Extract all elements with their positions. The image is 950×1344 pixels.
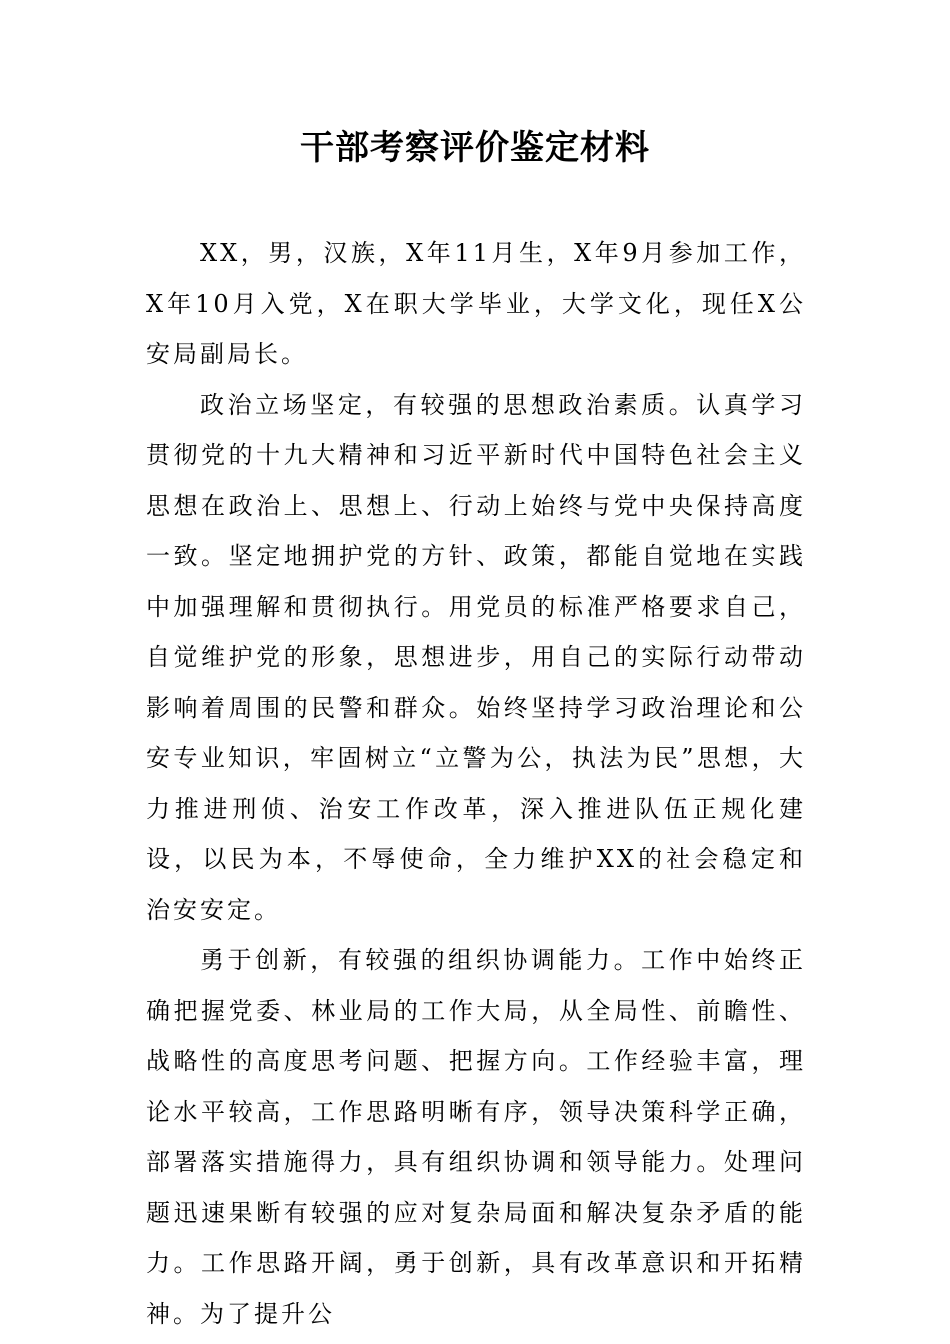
document-body	[146, 228, 806, 1339]
paragraph-political-stance: 政治立场坚定，有较强的思想政治素质。认真学习贯彻党的十九大精神和习近平新时代中国特色社会主义思想在政治上、思想上、行动上始终与党中央保持高度一致。坚定地拥护党的方针、政策，都能自觉地在实践中加强理解和贯彻执行。用党员的标准严格要求自己，自觉维护党的形象，思想进步，用自己的实际行动带动影响着周围的民警和群众。始终坚持学习政治理论和公安专业知识，牢固树立“立警为公，执法为民”思想，大力推进刑侦、治安工作改革，深入推进队伍正规化建设，以民为本，不辱使命，全力维护XX的社会稳定和治安安定。	[146, 390, 806, 924]
paragraph-basic-info: XX，男，汉族，X年11月生，X年9月参加工作，X年10月入党，X在职大学毕业，大学文化，现任X公安局副局长。	[146, 239, 806, 368]
document-title: 干部考察评价鉴定材料	[300, 128, 650, 168]
paragraph-organization-ability: 勇于创新，有较强的组织协调能力。工作中始终正确把握党委、林业局的工作大局，从全局性、前瞻性、战略性的高度思考问题、把握方向。工作经验丰富，理论水平较高，工作思路明晰有序，领导决策科学正确，部署落实措施得力，具有组织协调和领导能力。处理问题迅速果断有较强的应对复杂局面和解决复杂矛盾的能力。工作思路开阔，勇于创新，具有改革意识和开拓精神。为了提升公	[146, 946, 806, 1328]
